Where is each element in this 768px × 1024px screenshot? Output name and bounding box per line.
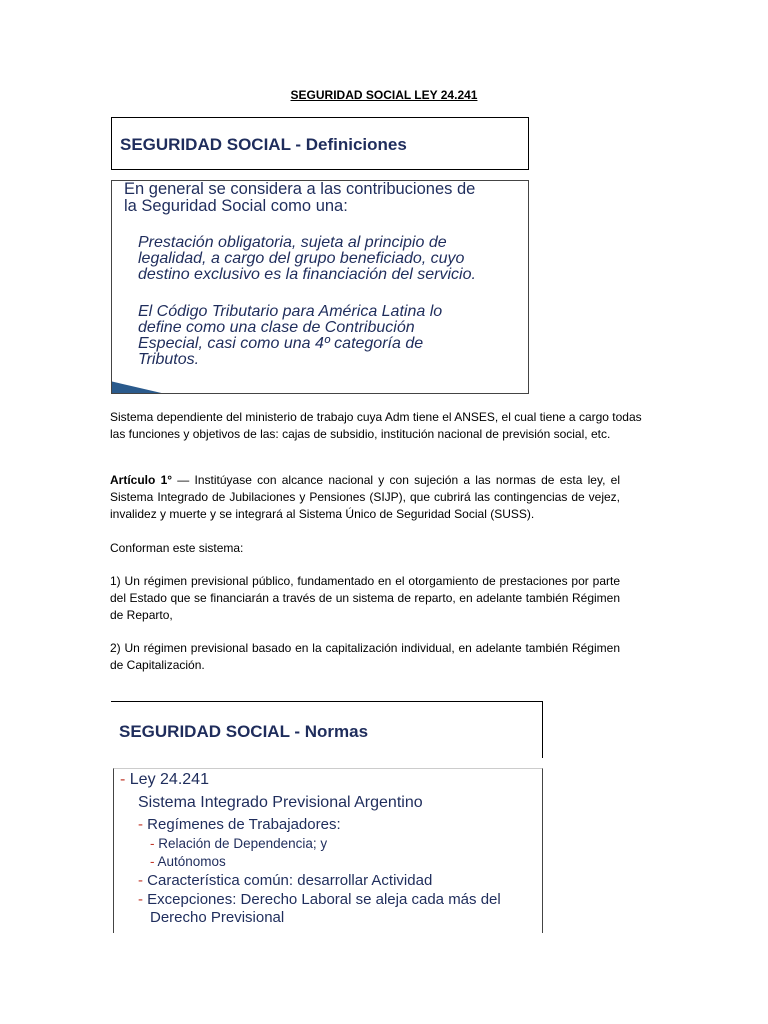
bullet-text: Relación de Dependencia; y [158, 836, 328, 851]
paragraph-line: legalidad, a cargo del grupo beneficiado, cuyo [138, 250, 465, 267]
lead-line: la Seguridad Social como una: [124, 197, 348, 215]
bullet-dash: - [138, 891, 143, 908]
intro-paragraph: Sistema dependiente del ministerio de trabajo cuya Adm tiene el ANSES, el cual tiene a cargo todas las funciones y objetivos de las: cajas de subsidio, institución nacional de previsión social, etc. [110, 410, 642, 441]
bullet-item [138, 891, 501, 908]
bullet-item [138, 872, 432, 889]
slide-definiciones-body [111, 180, 529, 394]
paragraph-line: El Código Tributario para América Latina lo [138, 303, 443, 320]
slide-normas-header [111, 701, 543, 758]
document-title: SEGURIDAD SOCIAL LEY 24.241 [290, 88, 478, 102]
bullet-dash: - [150, 836, 155, 851]
item-2-paragraph: 2) Un régimen previsional basado en la capitalización individual, en adelante también Régimen de Capitalización. [110, 641, 620, 672]
slide-definiciones-lead [124, 181, 524, 215]
paragraph-line: Especial, casi como una 4º categoría de [138, 335, 424, 352]
bullet-text: Sistema Integrado Previsional Argentino [138, 794, 423, 811]
bullet-text: Autónomos [157, 854, 226, 869]
bullet-dash: - [150, 854, 155, 869]
bullet-dash: - [138, 872, 143, 889]
slide-definiciones-title: SEGURIDAD SOCIAL - Definiciones [120, 135, 407, 154]
bullet-text: Excepciones: Derecho Laboral se aleja cada más del [147, 891, 501, 908]
conforman-paragraph: Conforman este sistema: [110, 541, 244, 555]
paragraph-line: destino exclusivo es la financiación del servicio. [138, 266, 476, 283]
slide-definiciones-paragraph-1 [138, 235, 523, 283]
bullet-text: Derecho Previsional [150, 909, 285, 926]
paragraph-line: Prestación obligatoria, sujeta al principio de [138, 234, 447, 251]
bullet-text: Característica común: desarrollar Actividad [147, 872, 433, 889]
slide-corner-decoration [111, 381, 170, 394]
article-label: Artículo 1° [110, 473, 173, 487]
bullet-item [138, 816, 341, 833]
paragraph-line: define como una clase de Contribución [138, 319, 415, 336]
bullet-item [138, 794, 423, 812]
bullet-item [150, 909, 284, 926]
bullet-item [150, 854, 226, 869]
slide-normas-body [113, 768, 543, 933]
article-body: — Institúyase con alcance nacional y con sujeción a las normas de esta ley, el Sistema Integrado de Jubilaciones y Pensiones (SIJP), que cubrirá las contingencias de vejez, invalidez y muerte y se integrará al Sistema Único de Seguridad Social (SUSS). [110, 473, 621, 521]
bullet-dash: - [138, 816, 143, 833]
slide-normas-title: SEGURIDAD SOCIAL - Normas [119, 722, 369, 741]
bullet-text: Regímenes de Trabajadores: [147, 816, 341, 833]
slide-definiciones-header [111, 117, 529, 170]
item-1-paragraph: 1) Un régimen previsional público, fundamentado en el otorgamiento de prestaciones por parte del Estado que se financiarán a través de un sistema de reparto, en adelante también Régimen de Reparto, [110, 574, 620, 622]
lead-line: En general se considera a las contribuciones de [124, 180, 476, 198]
bullet-item [150, 836, 327, 851]
bullet-text: Ley 24.241 [129, 771, 209, 788]
article-paragraph [110, 472, 620, 523]
paragraph-line: Tributos. [138, 351, 200, 368]
bullet-item [120, 771, 209, 789]
bullet-dash: - [120, 771, 126, 788]
slide-definiciones-paragraph-2 [138, 304, 523, 368]
